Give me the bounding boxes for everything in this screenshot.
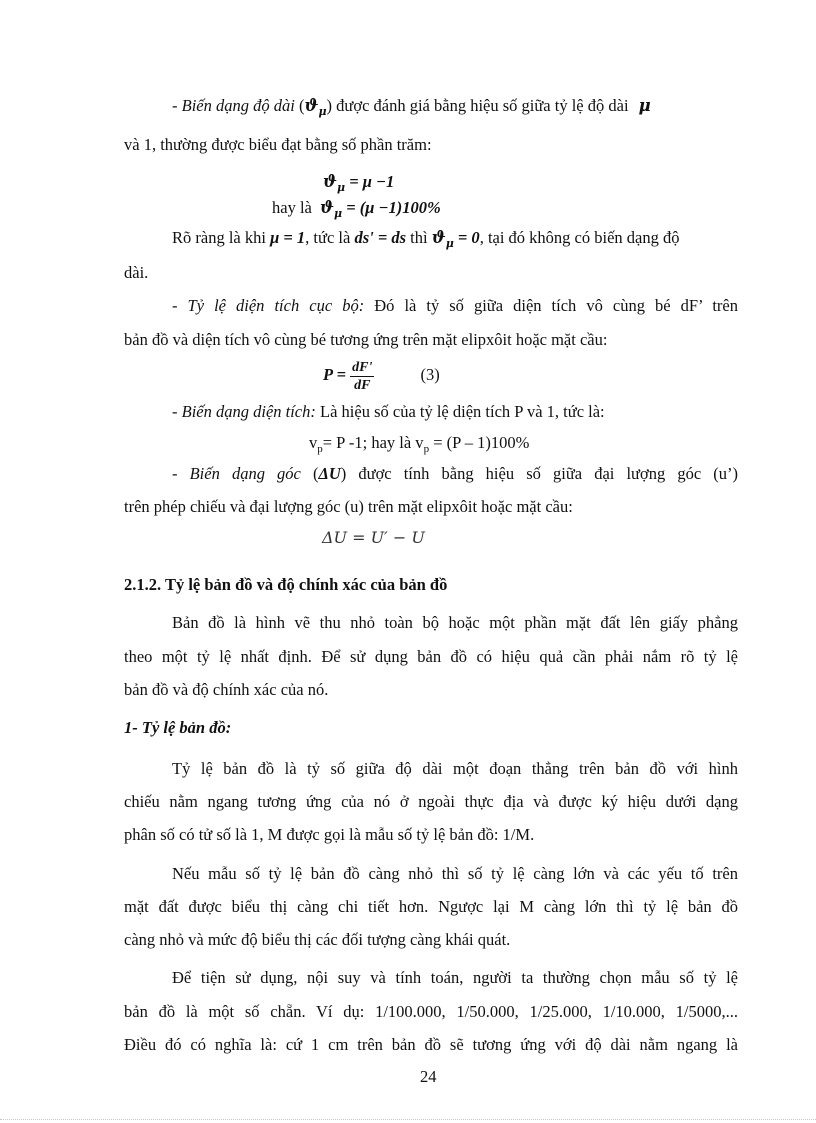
para1-line1: Bản đồ là hình vẽ thu nhỏ toàn bộ hoặc một phần mặt đất lên giấy phẳng (172, 613, 738, 632)
area-scale-line2: bản đồ và diện tích vô cùng bé tương ứng trên mặt elipxôit hoặc mặt cầu: (124, 330, 608, 349)
length-distortion-line1: - Biến dạng độ dài $(ϑ_\mu)$ được đánh giá bằng hiệu số giữa tỷ lệ độ dài μ (172, 96, 651, 118)
page-bottom-divider (0, 1119, 816, 1120)
area-distortion-line: - Biến dạng diện tích: Là hiệu số của tỷ lệ diện tích P và 1, tức là: (172, 402, 605, 421)
para4-line1: Để tiện sử dụng, nội suy và tính toán, người ta thường chọn mẫu số tỷ lệ (172, 968, 738, 987)
para4-line2: bản đồ là một số chẵn. Ví dụ: 1/100.000, 1/50.000, 1/25.000, 1/10.000, 1/5000,... (124, 1002, 738, 1021)
area-distortion-label: - Biến dạng diện tích: (172, 402, 316, 421)
angle-distortion-label: - Biến dạng góc (172, 464, 301, 483)
equation-theta-mu-percent: hay là $ϑ_\mu = (\mu -1)100\%$ (272, 198, 441, 220)
equation-number: (3) (420, 365, 440, 384)
section-heading: 2.1.2. Tỷ lệ bản đồ và độ chính xác của bản đồ (124, 575, 448, 594)
para2-line2: chiếu nằm ngang tương ứng của nó ở ngoài thực địa và được ký hiệu dưới dạng (124, 792, 738, 811)
para1-line3: bản đồ và độ chính xác của nó. (124, 680, 329, 699)
subheading-map-scale: 1- Tỷ lệ bản đồ: (124, 718, 232, 737)
area-scale-formula: P = $\frac{dF'}{dF}$ (3) (323, 359, 440, 393)
para2-line1: Tỷ lệ bản đồ là tỷ số giữa độ dài một đoạn thẳng trên bản đồ với hình (172, 759, 738, 778)
equation-theta-mu: $ϑ_\mu = \mu -1$ (323, 172, 395, 194)
para3-line3: càng nhỏ và mức độ biểu thị các đối tượng càng khái quát. (124, 930, 511, 949)
area-scale-fraction: $\frac{dF'}{dF}$ (352, 359, 373, 393)
clear-line1: Rõ ràng là khi μ = 1, tức là ds' = ds thì $ϑ_\mu = 0$, tại đó không có biến dạng độ (172, 228, 680, 250)
angle-distortion-line2: trên phép chiếu và đại lượng góc (u) trên mặt elipxôit hoặc mặt cầu: (124, 497, 573, 516)
para2-line3: phân số có tử số là 1, M được gọi là mẫu số tỷ lệ bản đồ: 1/M. (124, 825, 535, 844)
angle-distortion-line1: - Biến dạng góc (ΔU) được tính bằng hiệu số giữa đại lượng góc (u’) (172, 464, 738, 483)
para3-line2: mặt đất được biểu thị càng chi tiết hơn. Ngược lại M càng lớn thì tỷ lệ bản đồ (124, 897, 738, 916)
para3-line1: Nếu mẫu số tỷ lệ bản đồ càng nhỏ thì số tỷ lệ càng lớn và các yếu tố trên (172, 864, 738, 883)
page-number: 24 (420, 1067, 437, 1086)
para1-line2: theo một tỷ lệ nhất định. Để sử dụng bản đồ có hiệu quả cần phải nắm rõ tỷ lệ (124, 647, 738, 666)
para4-line3: Điều đó có nghĩa là: cứ 1 cm trên bản đồ sẽ tương ứng với độ dài nằm ngang là (124, 1035, 738, 1054)
area-scale-line1: - Tỷ lệ diện tích cục bộ: Đó là tỷ số giữa diện tích vô cùng bé dF’ trên (172, 296, 738, 315)
clear-line2: dài. (124, 263, 149, 282)
angle-distortion-formula: ΔU = U′ − U (322, 528, 425, 547)
area-scale-label: - Tỷ lệ diện tích cục bộ: (172, 296, 365, 315)
length-distortion-label: - Biến dạng độ dài (172, 96, 295, 115)
area-distortion-formula: $v_p= P$ -1; hay là $v_p = (P - 1)100\%$ (309, 433, 530, 455)
length-distortion-line2: và 1, thường được biểu đạt bằng số phần trăm: (124, 135, 432, 154)
